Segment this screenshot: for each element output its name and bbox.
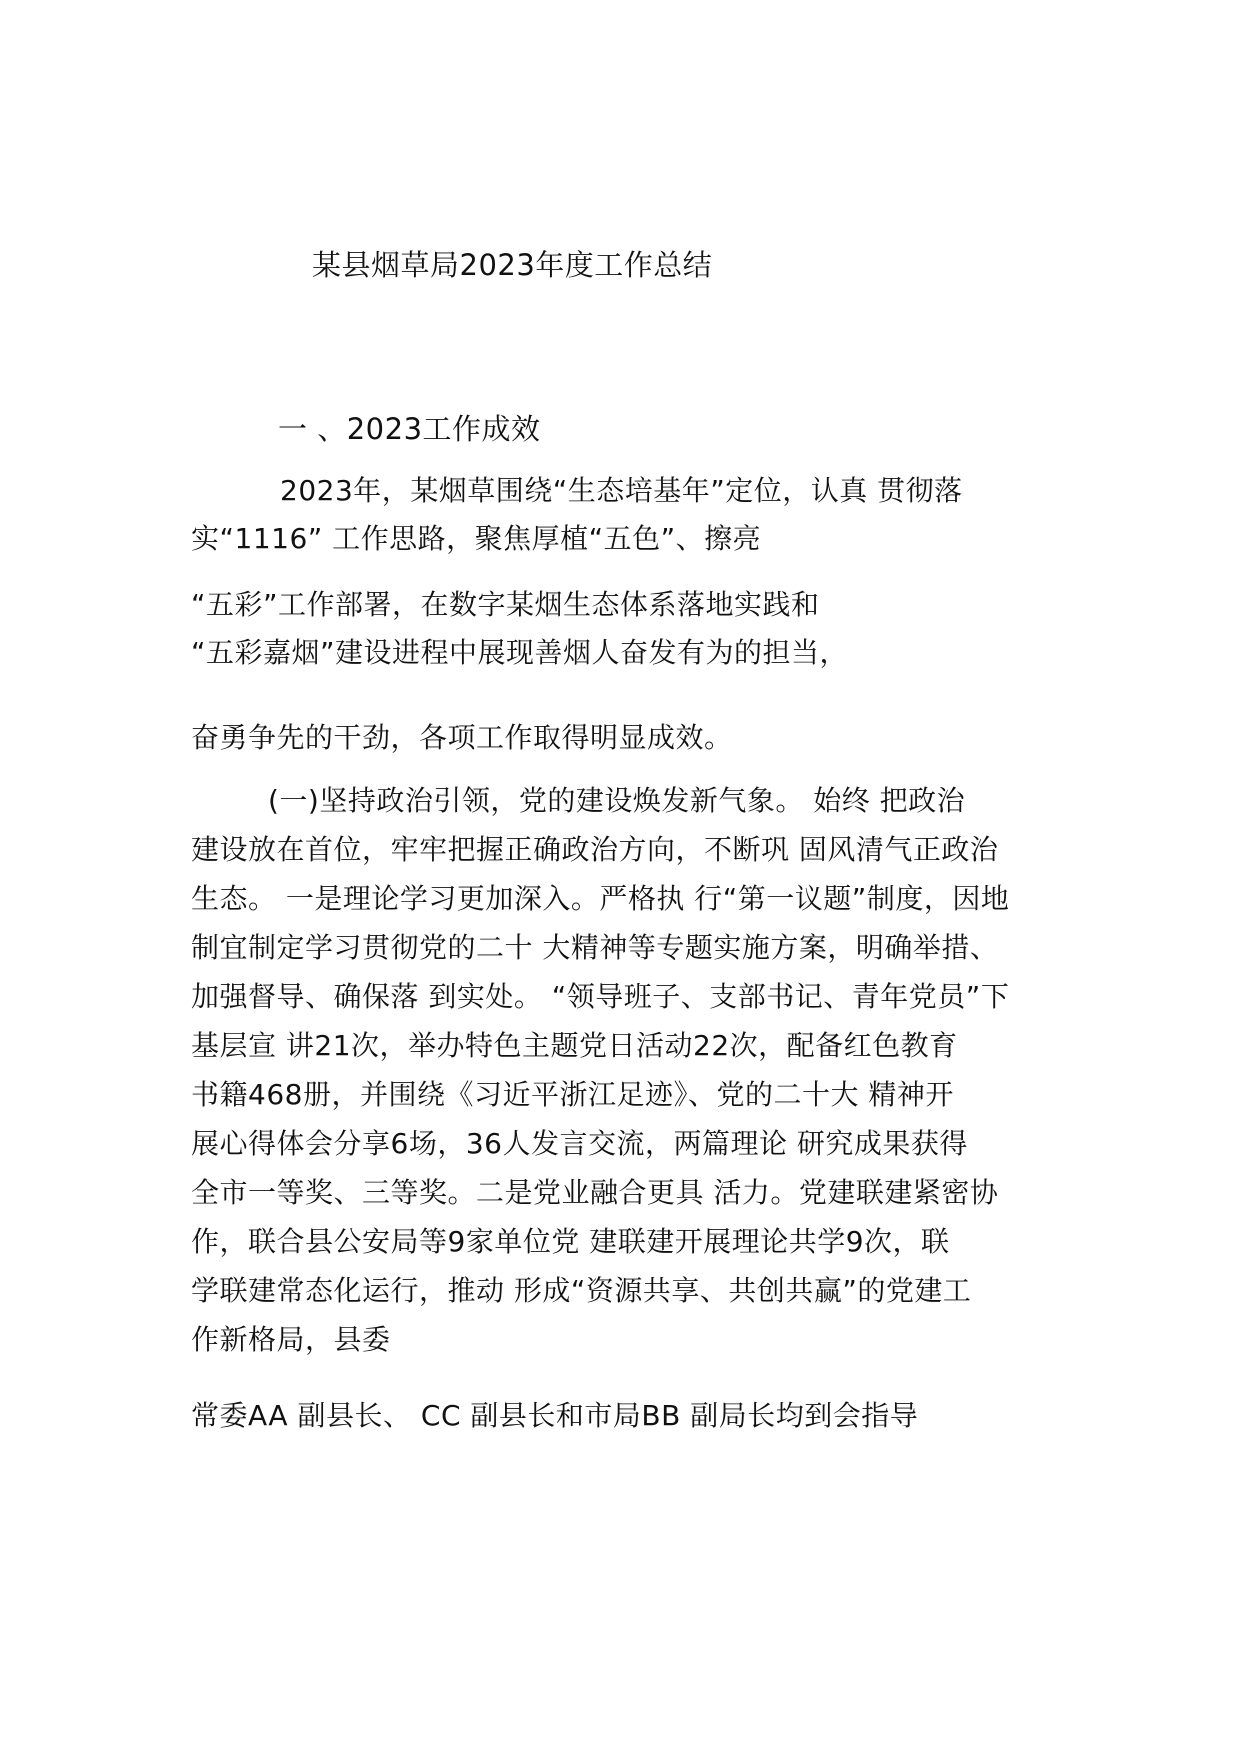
paragraph-line: 加强督导、确保落 到实处。 “领导班子、支部书记、青年党员”下 bbox=[191, 980, 1010, 1013]
paragraph-line: 基层宣 讲21次，举办特色主题党日活动22次，配备红色教育 bbox=[191, 1029, 958, 1062]
paragraph-line: “五彩嘉烟”建设进程中展现善烟人奋发有为的担当， bbox=[191, 636, 849, 669]
paragraph-line: 全市一等奖、三等奖。二是党业融合更具 活力。党建联建紧密协 bbox=[191, 1176, 999, 1209]
paragraph-line: 实“1116” 工作思路，聚焦厚植“五色”、擦亮 bbox=[191, 522, 762, 555]
paragraph-line: 建设放在首位，牢牢把握正确政治方向，不断巩 固风清气正政治 bbox=[191, 833, 999, 866]
paragraph-line: 2023年，某烟草围绕“生态培基年”定位，认真 贯彻落 bbox=[280, 474, 963, 507]
paragraph-line: 制宜制定学习贯彻党的二十 大精神等专题实施方案，明确举措、 bbox=[191, 931, 999, 964]
section-heading: 一 、2023工作成效 bbox=[278, 412, 541, 446]
paragraph-line: 作新格局，县委 bbox=[191, 1323, 391, 1356]
paragraph-line: 生态。 一是理论学习更加深入。严格执 行“第一议题”制度，因地 bbox=[191, 882, 1010, 915]
paragraph-line: 常委AA 副县长、 CC 副县长和市局BB 副局长均到会指导 bbox=[191, 1399, 919, 1432]
paragraph-line: “五彩”工作部署，在数字某烟生态体系落地实践和 bbox=[191, 588, 820, 621]
document-title: 某县烟草局2023年度工作总结 bbox=[312, 248, 713, 282]
paragraph-line: 书籍468册，并围绕《习近平浙江足迹》、党的二十大 精神开 bbox=[191, 1078, 954, 1111]
paragraph-line: 奋勇争先的干劲，各项工作取得明显成效。 bbox=[191, 721, 733, 754]
paragraph-line: 学联建常态化运行，推动 形成“资源共享、共创共赢”的党建工 bbox=[191, 1274, 972, 1307]
paragraph-line: 展心得体会分享6场，36人发言交流，两篇理论 研究成果获得 bbox=[191, 1127, 968, 1160]
paragraph-line: (一)坚持政治引领，党的建设焕发新气象。 始终 把政治 bbox=[268, 784, 966, 817]
paragraph-line: 作，联合县公安局等9家单位党 建联建开展理论共学9次，联 bbox=[191, 1225, 950, 1258]
